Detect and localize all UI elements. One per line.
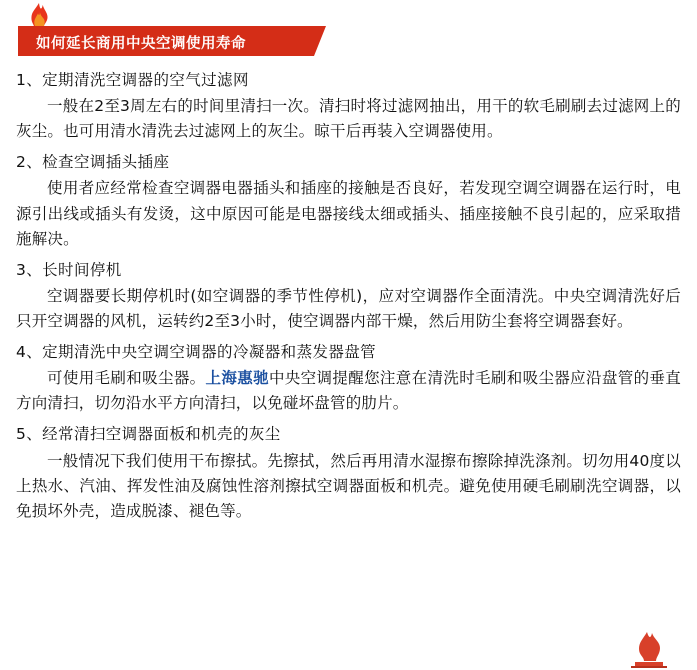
section-body-post: 中央空调提醒您注意在清洗时毛刷和吸尘器应沿盘管的垂直方向清扫，切勿沿水平方向清扫，以免碰坏盘管的肋片。 [16,369,681,413]
section-body-with-brand [16,366,681,416]
section-body: 使用者应经常检查空调器电器插头和插座的接触是否良好，若发现空调空调器在运行时，电源引出线或插头有发烫，这中原因可能是电器接线太细或插头、插座接触不良引起的，应采取措施解决。 [16,179,681,248]
section-body: 一般在2至3周左右的时间里清扫一次。清扫时将过滤网抽出，用干的软毛刷刷去过滤网上的灰尘。也可用清水清洗去过滤网上的灰尘。晾干后再装入空调器使用。 [16,97,681,141]
header [0,0,697,58]
section-title: 1、定期清洗空调器的空气过滤网 [16,71,249,89]
brand-name: 上海惠驰 [205,369,269,388]
page-title: 如何延长商用中央空调使用寿命 [36,36,246,52]
section-title: 2、检查空调插头插座 [16,153,170,172]
flame-ornament-icon [617,628,679,668]
section-body: 空调器要长期停机时(如空调器的季节性停机)，应对空调器作全面清洗。中央空调清洗好后只开空调器的风机，运转约2至3小时，使空调器内部干燥，然后用防尘套将空调器套好。 [16,286,681,330]
article-content [0,58,697,524]
section-title: 5、经常清扫空调器面板和机壳的灰尘 [16,425,281,444]
section-body: 一般情况下我们使用干布擦拭。先擦拭，然后再用清水湿擦布擦除掉洗涤剂。切勿用40度以上热水、汽油、挥发性油及腐蚀性溶剂擦拭空调器面板和机壳。避免使用硬毛刷刷洗空调器，以免损坏外壳，造成脱漆、褪色等。 [16,451,681,520]
section-title: 3、长时间停机 [16,260,122,279]
section-title: 4、定期清洗中央空调空调器的冷凝器和蒸发器盘管 [16,343,377,362]
section-body-pre: 可使用毛刷和吸尘器。 [47,369,206,388]
